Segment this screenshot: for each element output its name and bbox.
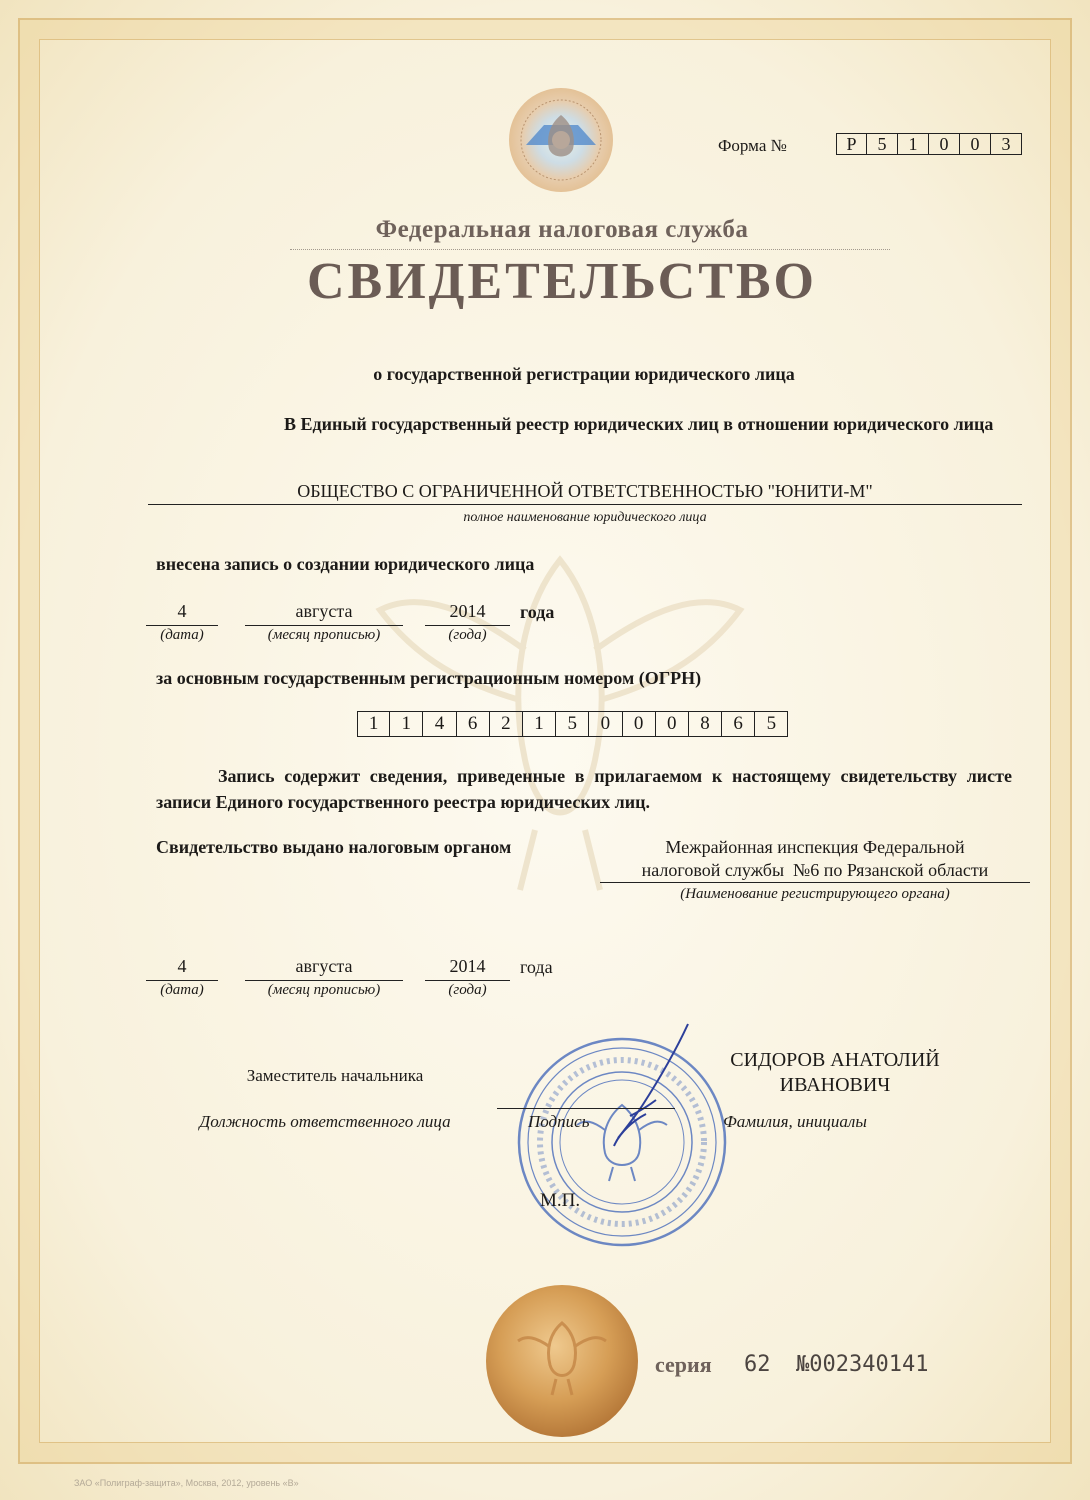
- hologram-emblem-icon: [506, 85, 616, 195]
- ogrn-digit: 0: [623, 711, 656, 737]
- date2-month: августа: [245, 956, 403, 981]
- ogrn-digit: 5: [755, 711, 788, 737]
- date2-suffix: года: [520, 957, 553, 977]
- ogrn-digit: 0: [589, 711, 622, 737]
- org-name: ОБЩЕСТВО С ОГРАНИЧЕННОЙ ОТВЕТСТВЕННОСТЬЮ "ЮНИТИ-М": [148, 481, 1022, 505]
- form-digit: 1: [898, 133, 929, 155]
- certificate-number: №002340141: [796, 1352, 929, 1377]
- document-title: СВИДЕТЕЛЬСТВО: [306, 253, 818, 310]
- date2-year: 2014: [425, 956, 510, 981]
- signature-caption: Подпись: [528, 1112, 590, 1131]
- series-label: серия: [655, 1352, 712, 1377]
- signature-line: [497, 1108, 675, 1109]
- document-subtitle: о государственной регистрации юридического лица: [373, 364, 795, 384]
- date2-day: 4: [146, 956, 218, 981]
- intro-text: В Единый государственный реестр юридических лиц в отношении юридического лица: [284, 414, 994, 434]
- gold-hologram-seal-icon: [484, 1283, 640, 1439]
- ogrn-label: за основным государственным регистрационным номером (ОГРН): [156, 668, 702, 688]
- ogrn-digit: 1: [390, 711, 423, 737]
- form-digit: 5: [867, 133, 898, 155]
- service-title: Федеральная налоговая служба: [375, 216, 749, 243]
- signer-name-line-2: ИВАНОВИЧ: [779, 1074, 891, 1096]
- authority-line-2: налоговой службы №6 по Рязанской области: [600, 860, 1030, 883]
- ogrn-digit: 8: [689, 711, 722, 737]
- ogrn-cells: [357, 711, 788, 737]
- ogrn-digit: 6: [457, 711, 490, 737]
- position-value: Заместитель начальника: [246, 1066, 424, 1085]
- org-name-caption: полное наименование юридического лица: [463, 510, 707, 525]
- authority-caption: (Наименование регистрирующего органа): [680, 886, 950, 902]
- date1-suffix: года: [520, 602, 555, 622]
- date1-year-caption: (года): [448, 627, 487, 643]
- form-digit: 0: [929, 133, 960, 155]
- ogrn-digit: 0: [656, 711, 689, 737]
- date1-day: 4: [146, 601, 218, 626]
- date1-month-caption: (месяц прописью): [267, 627, 381, 643]
- date1-month: августа: [245, 601, 403, 626]
- printer-imprint: ЗАО «Полиграф-защита», Москва, 2012, уровень «В»: [74, 1478, 299, 1488]
- stamp-place-label: М.П.: [540, 1190, 581, 1211]
- ogrn-digit: 1: [523, 711, 556, 737]
- date2-day-caption: (дата): [160, 982, 204, 998]
- authority-line-1: Межрайонная инспекция Федеральной: [665, 837, 965, 857]
- form-number-cells: [836, 133, 1022, 155]
- ogrn-digit: 5: [556, 711, 589, 737]
- form-digit: 0: [960, 133, 991, 155]
- issued-label: Свидетельство выдано налоговым органом: [156, 837, 512, 857]
- date2-month-caption: (месяц прописью): [267, 982, 381, 998]
- ogrn-digit: 6: [722, 711, 755, 737]
- form-digit: Р: [836, 133, 867, 155]
- ogrn-digit: 1: [357, 711, 390, 737]
- entry-text: внесена запись о создании юридического лица: [156, 554, 535, 574]
- ogrn-digit: 2: [490, 711, 523, 737]
- date1-day-caption: (дата): [160, 627, 204, 643]
- date2-year-caption: (года): [448, 982, 487, 998]
- form-label: Форма №: [718, 136, 787, 155]
- signer-name-line-1: СИДОРОВ АНАТОЛИЙ: [730, 1049, 940, 1071]
- series-value: 62: [744, 1352, 771, 1377]
- form-digit: 3: [991, 133, 1022, 155]
- ogrn-digit: 4: [423, 711, 456, 737]
- date1-year: 2014: [425, 601, 510, 626]
- record-text: Запись содержит сведения, приведенные в прилагаемом к настоящему свидетельству листе записи Единого государственного реестра юридических лиц.: [156, 766, 1012, 812]
- position-caption: Должность ответственного лица: [199, 1112, 451, 1131]
- signer-name-caption: Фамилия, инициалы: [723, 1112, 867, 1131]
- title-divider: [290, 249, 890, 250]
